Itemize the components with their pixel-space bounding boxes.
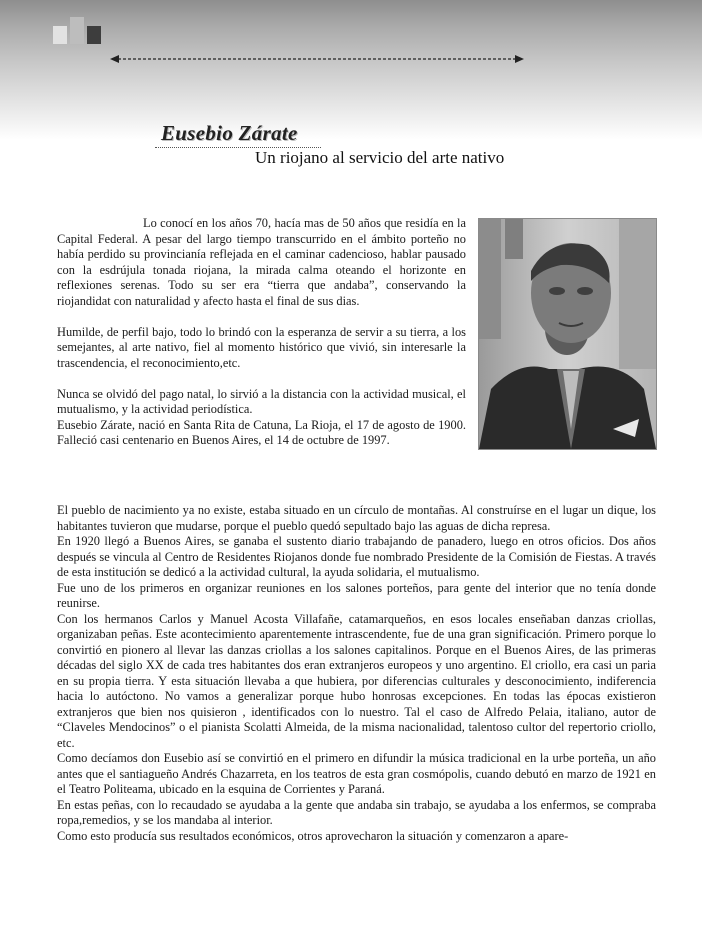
body-text bbox=[57, 503, 656, 844]
paragraph: Humilde, de perfil bajo, todo lo brindó con la esperanza de servir a su tierra, a los semejantes, al arte nativo, fiel al momento histórico que vivió, sin interesarle la trascendencia, el reconocimiento,etc. bbox=[57, 324, 466, 370]
paragraph: En estas peñas, con lo recaudado se ayudaba a la gente que andaba sin trabajo, se ayudaba a los enfermos, se compraba ropa,remedios, y se los mandaba al interior. bbox=[57, 797, 656, 827]
article-title: Eusebio Zárate bbox=[161, 121, 298, 145]
decorative-square-mid bbox=[70, 17, 84, 44]
paragraph: Con los hermanos Carlos y Manuel Acosta Villafañe, catamarqueños, en esos locales enseñaban danzas criollas, organizaban peñas. Este acontecimiento aparentemente intrascendente, fue de una gran significación. Primero porque lo convirtió en pionero al llevar las danzas criollas a los salones capitalinos. Porque en el Buenos Aires, de las primeras décadas del siglo XX de cada tres habitantes dos eran extranjeros europeos y uno argentino. El criollo, era casi un paria en su propia tierra. Y esta situación llevaba a que hubiera, por diferencias culturales y desconocimiento, indiferencia hacia lo autóctono. No vamos a generalizar porque hubo honrosas excepciones. En todas las épocas existieron extranjeros que bien nos quisieron , identificados con lo nuestro. Tal el caso de Alfredo Pelaia, italiano, autor de “Claveles Mendocinos” o el pianista Scolatti Almeida, de la misma nacionalidad, talentoso cultor del repertorio criollo, etc. bbox=[57, 611, 656, 750]
paragraph: Eusebio Zárate, nació en Santa Rita de Catuna, La Rioja, el 17 de agosto de 1900. Falleció casi centenario en Buenos Aires, el 14 de octubre de 1997. bbox=[57, 417, 466, 447]
portrait-photo-icon bbox=[479, 219, 656, 449]
paragraph: Lo conocí en los años 70, hacía mas de 50 años que residía en la Capital Federal. A pesar del largo tiempo transcurrido en el ámbito porteño no había perdido su provincianía reflejada en el caminar cadencioso, hablar pausado con la esdrújula tonada riojana, la mirada calma oteando el horizonte en reflexiones serenas. Todo su ser era “tierra que andaba”, conservando la riojandidat con naturalidad y afecto hasta el final de sus dias. bbox=[57, 216, 466, 308]
intro-column bbox=[57, 216, 466, 449]
paragraph: El pueblo de nacimiento ya no existe, estaba situado en un círculo de montañas. Al construírse en el lugar un dique, los habitantes tuvieron que mudarse, porque el pueblo quedó sepultado bajo las aguas de dicha represa. bbox=[57, 503, 656, 533]
header-gradient-band bbox=[0, 0, 702, 140]
double-arrow-icon bbox=[110, 52, 524, 66]
decorative-square-dark bbox=[87, 26, 101, 44]
article-subtitle: Un riojano al servicio del arte nativo bbox=[255, 148, 505, 167]
paragraph: En 1920 llegó a Buenos Aires, se ganaba el sustento diario trabajando de panadero, luego en otros oficios. Dos años después se vincula al Centro de Residentes Riojanos donde fue nombrado Presidente de la Comisión de Fiestas. A través de esta institución se dedicó a la actividad cultural, la ayuda solidaria, el mutualismo. bbox=[57, 534, 656, 579]
paragraph: Como esto producía sus resultados económicos, otros aprovecharon la situación y comenzaron a apare- bbox=[57, 828, 569, 843]
paragraph: Fue uno de los primeros en organizar reuniones en los salones porteños, para gente del interior que no tenía donde reunirse. bbox=[57, 580, 656, 610]
paragraph: Nunca se olvidó del pago natal, lo sirvió a la distancia con la actividad musical, el mutualismo, y la actividad periodística. bbox=[57, 386, 466, 416]
paragraph: Como decíamos don Eusebio así se convirtió en el primero en difundir la música tradicional en la urbe porteña, un año antes que el santiagueño Andrés Chazarreta, en los teatros de esta gran cosmópolis, cuando debutó en marzo de 1921 en el Teatro Politeama, ubicado en la esquina de Corrientes y Paraná. bbox=[57, 751, 656, 796]
decorative-square-light bbox=[53, 26, 67, 44]
portrait-photo bbox=[478, 218, 657, 450]
